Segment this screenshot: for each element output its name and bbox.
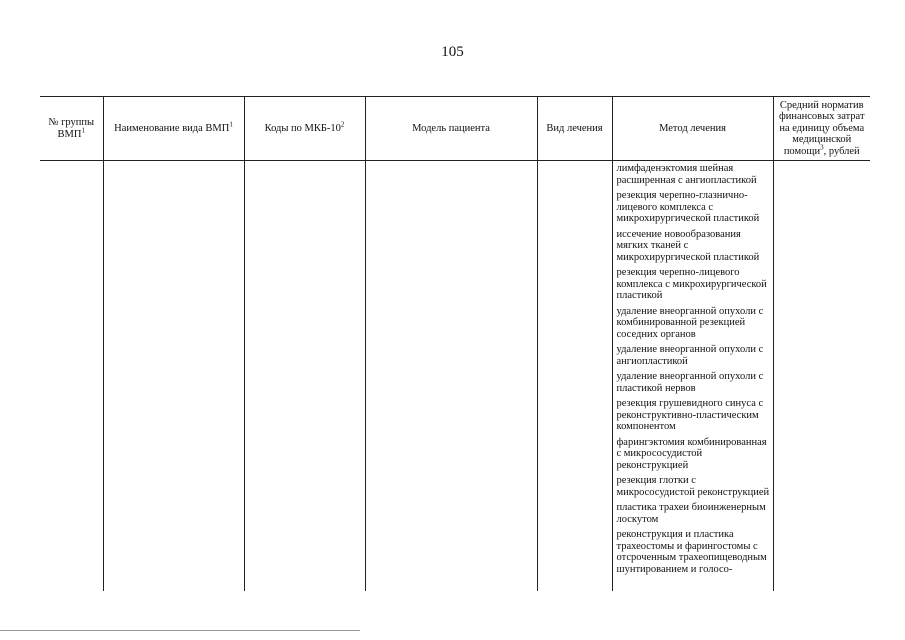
cell-patient-model (365, 161, 537, 592)
method-item: резекция черепно-лицевого комплекса с микрохирургической пластикой (616, 267, 767, 301)
header-patient-model: Модель пациента (365, 97, 537, 161)
table-row (40, 161, 870, 592)
cell-vmp-name (103, 161, 244, 592)
method-item: резекция глотки с микрососудистой реконструкцией (616, 475, 770, 498)
header-treatment-type: Вид лечения (537, 97, 612, 161)
cell-icd-codes (244, 161, 365, 592)
scan-artifact-line (0, 630, 360, 631)
header-cost-standard: Средний норматив финансовых затрат на единицу объема медицинской помощи$^3$, рублей (773, 97, 870, 161)
method-item: лимфаденэктомия шейная расширенная с ангиопластикой (616, 163, 757, 186)
method-list (613, 161, 773, 575)
cell-group-number (40, 161, 103, 592)
method-item: удаление внеорганной опухоли с ангиопластикой (616, 344, 764, 367)
cell-cost-standard (773, 161, 870, 592)
header-vmp-name: Наименование вида ВМП$^1$ (103, 97, 244, 161)
method-item: фарингэктомия комбинированная с микрососудистой реконструкцией (616, 436, 767, 471)
cell-treatment-methods (612, 161, 773, 592)
method-item: резекция грушевидного синуса с реконструктивно-пластическим компонентом (616, 398, 764, 432)
method-item: удаление внеорганной опухоли с комбинированной резекцией соседних органов (616, 305, 764, 340)
header-treatment-method: Метод лечения (612, 97, 773, 161)
header-icd-codes: Коды по МКБ-$10^2$ (244, 97, 365, 161)
header-group-number: № группы ВМП$^1$ (40, 97, 103, 161)
method-item: резекция черепно-глазнично-лицевого комплекса с микрохирургической пластикой (616, 190, 760, 224)
method-item: пластика трахеи биоинженерным лоскутом (616, 502, 766, 525)
method-item: иссечение новообразования мягких тканей с микрохирургической пластикой (616, 228, 760, 263)
method-item: удаление внеорганной опухоли с пластикой нервов (616, 371, 764, 394)
cell-treatment-type (537, 161, 612, 592)
vmp-table (40, 96, 870, 591)
method-item: реконструкция и пластика трахеостомы и фарингостомы с отсроченным трахеопищеводным шунтированием и голосо- (616, 529, 767, 575)
page-number: 105 (441, 44, 464, 60)
table-header-row (40, 97, 870, 161)
